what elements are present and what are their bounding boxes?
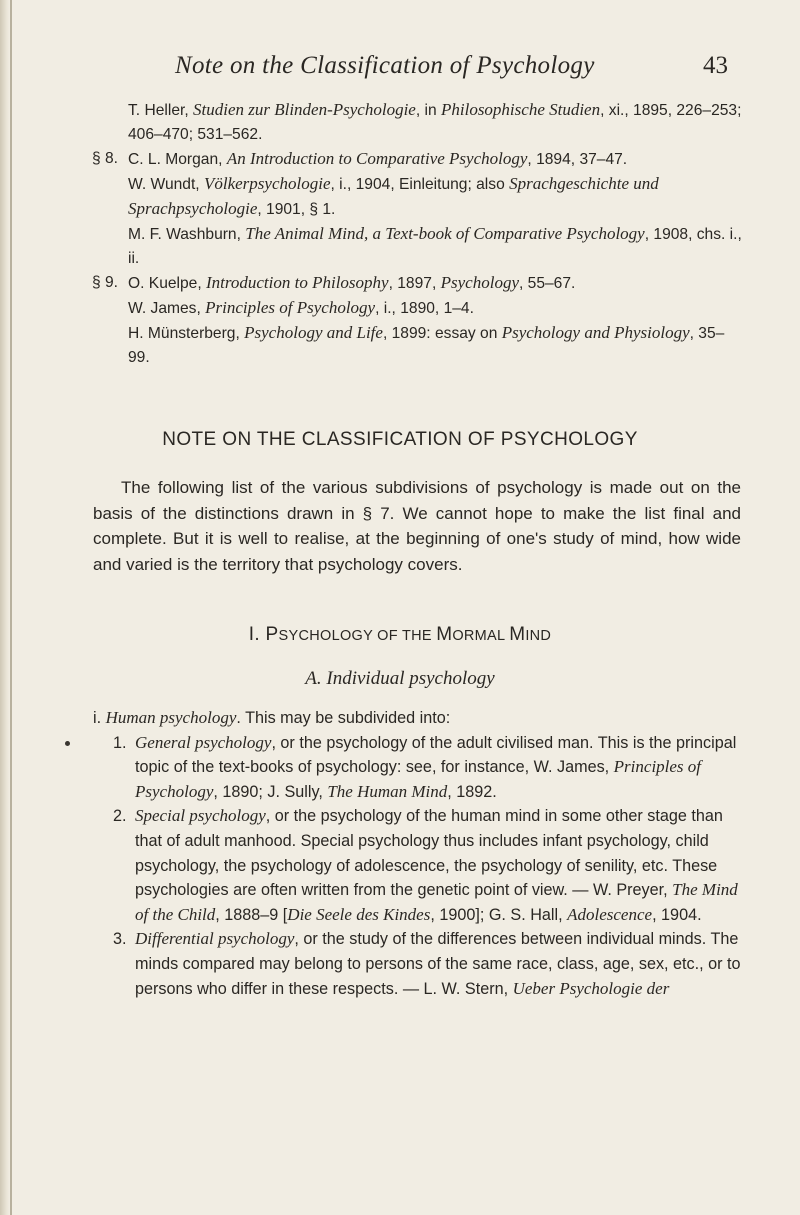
item-number: 3. xyxy=(113,930,127,949)
list-item: 1. General psychology, or the psychology of the adult civilised man. This is the principal topic of the text-books of psychology: see, for instance, W. James, Principles of Psychology, 1890; J. Sully, The Human Mind, 1892. xyxy=(113,732,737,801)
margin-dot xyxy=(65,741,70,746)
section-mark: § 9. xyxy=(92,274,119,291)
reference-item: M. F. Washburn, The Animal Mind, a Text-book of Comparative Psychology, 1908, chs. i., ii. xyxy=(128,224,742,267)
reference-item: § 9. O. Kuelpe, Introduction to Philosophy, 1897, Psychology, 55–67. xyxy=(92,271,742,296)
reference-list xyxy=(92,98,742,370)
reference-item: W. Wundt, Völkerpsychologie, i., 1904, Einleitung; also Sprachgeschichte und Sprachpsychologie, 1901, § 1. xyxy=(128,174,659,218)
intro-paragraph: The following list of the various subdivisions of psychology is made out on the basis of the distinctions drawn in § 7. We cannot hope to make the list final and complete. But it is well to realise, at the beginning of one's study of mind, how wide and varied is the territory that psychology covers. xyxy=(93,478,741,574)
page-number: 43 xyxy=(703,52,728,79)
page-gutter-line xyxy=(10,0,12,1215)
reference-item: W. James, Principles of Psychology, i., 1890, 1–4. xyxy=(128,298,474,317)
item-number: 1. xyxy=(113,733,127,752)
item-number: 2. xyxy=(113,807,127,826)
reference-item: H. Münsterberg, Psychology and Life, 1899: essay on Psychology and Physiology, 35–99. xyxy=(128,323,725,366)
running-head xyxy=(0,52,800,92)
list-item: 3. Differential psychology, or the study of the differences between individual minds. The minds compared may belong to persons of the same race, class, age, sex, etc., or to persons who differ in these respects. — L. W. Stern, Ueber Psychologie der xyxy=(113,929,741,998)
page-gutter-shadow xyxy=(0,0,10,1215)
list-item: i. Human psychology. This may be subdivided into: xyxy=(93,708,451,727)
reference-item: T. Heller, Studien zur Blinden-Psychologie, in Philosophische Studien, xi., 1895, 226–253; 406–470; 531–562. xyxy=(128,100,742,143)
section-subheading: A. Individual psychology xyxy=(305,668,495,689)
part-heading: I. PSYCHOLOGY OF THE MORMAL MIND xyxy=(248,624,552,645)
reference-item: § 8. C. L. Morgan, An Introduction to Comparative Psychology, 1894, 37–47. xyxy=(92,147,742,172)
section-mark: § 8. xyxy=(92,150,119,167)
running-title: Note on the Classification of Psychology xyxy=(175,52,595,79)
classification-list xyxy=(93,706,741,1001)
note-heading: NOTE ON THE CLASSIFICATION OF PSYCHOLOGY xyxy=(162,429,638,450)
list-item: 2. Special psychology, or the psychology of the human mind in some other stage than that of adult manhood. Special psychology thus includes infant psychology, child psychology, the psychology of adolescence, the psychology of senility, etc. These psychologies are often written from the genetic point of view. — W. Preyer, The Mind of the Child, 1888–9 [Die Seele des Kindes, 1900]; G. S. Hall, Adolescence, 1904. xyxy=(113,806,738,924)
